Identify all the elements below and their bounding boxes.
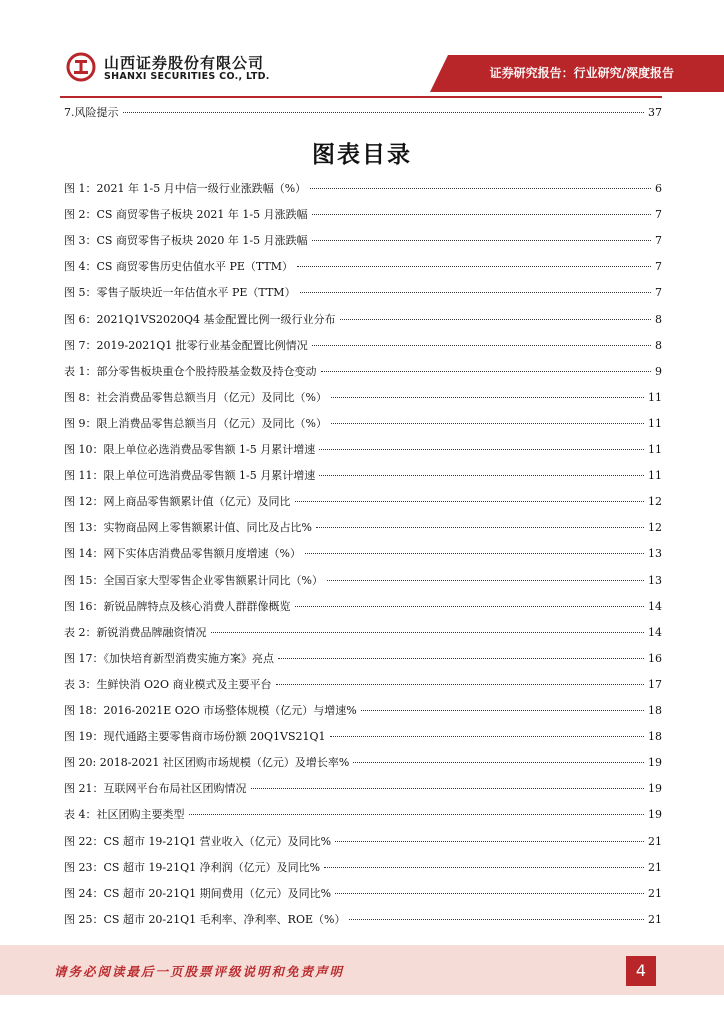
figure-item-label: 图 3：CS 商贸零售子板块 2020 年 1-5 月涨跌幅 <box>64 234 308 248</box>
figure-item-label: 图 1：2021 年 1-5 月中信一级行业涨跌幅（%） <box>64 182 307 195</box>
figure-item-label: 图 7：2019-2021Q1 批零行业基金配置比例情况 <box>64 338 308 352</box>
section-title: 图表目录 <box>312 141 412 168</box>
toc-leader-dots <box>312 213 651 215</box>
figure-item-page: 18 <box>648 704 662 717</box>
figure-list-item[interactable] <box>64 859 662 877</box>
figure-item-label: 表 2：新锐消费品牌融资情况 <box>64 625 207 639</box>
toc-leader-dots <box>310 187 651 189</box>
figure-item-page: 7 <box>655 260 662 274</box>
toc-leader-dots <box>305 552 644 554</box>
figure-list-item[interactable] <box>64 441 662 459</box>
toc-entry-page: 37 <box>648 106 662 119</box>
toc-leader-dots <box>319 474 644 476</box>
figure-list-item[interactable] <box>64 493 662 511</box>
figure-item-page: 18 <box>648 730 662 744</box>
figure-item-label: 图 25：CS 超市 20-21Q1 毛利率、净利率、ROE（%） <box>64 912 346 926</box>
toc-leader-dots <box>319 448 644 450</box>
figure-list-item[interactable] <box>64 545 662 563</box>
figure-item-page: 16 <box>648 651 662 665</box>
figure-item-label: 图 17：《加快培育新型消费实施方案》亮点 <box>64 651 274 665</box>
toc-leader-dots <box>123 111 645 113</box>
company-name-cn: 山西证券股份有限公司 <box>104 54 265 72</box>
figure-item-label: 图 9：限上消费品零售总额当月（亿元）及同比（%） <box>64 416 327 430</box>
figure-item-page: 12 <box>648 495 662 509</box>
figure-item-page: 13 <box>648 547 662 561</box>
figure-item-page: 7 <box>655 234 662 248</box>
figure-list-item[interactable] <box>64 885 662 903</box>
toc-leader-dots <box>295 500 645 502</box>
toc-leader-dots <box>340 318 652 320</box>
figure-list-item[interactable] <box>64 598 662 616</box>
figure-list-item[interactable] <box>64 702 662 720</box>
figure-item-label: 图 21：互联网平台布局社区团购情况 <box>64 782 247 796</box>
toc-leader-dots <box>312 344 651 346</box>
figure-item-label: 表 1：部分零售板块重仓个股持股基金数及持仓变动 <box>64 364 317 378</box>
toc-leader-dots <box>361 709 644 711</box>
figure-item-page: 8 <box>655 312 662 326</box>
figure-item-label: 图 6：2021Q1VS2020Q4 基金配置比例一级行业分布 <box>64 312 336 326</box>
figure-list-item[interactable] <box>64 728 662 746</box>
toc-leader-dots <box>353 761 644 763</box>
figure-list-item[interactable] <box>64 780 662 798</box>
toc-leader-dots <box>335 892 644 894</box>
toc-leader-dots <box>295 605 645 607</box>
figure-item-label: 图 22：CS 超市 19-21Q1 营业收入（亿元）及同比% <box>64 834 332 848</box>
figure-item-page: 19 <box>648 782 662 796</box>
figure-item-label: 表 4：社区团购主要类型 <box>64 808 185 822</box>
figure-item-label: 图 15：全国百家大型零售企业零售额累计同比（%） <box>64 573 323 587</box>
figure-item-page: 11 <box>648 469 662 483</box>
figure-list-item[interactable] <box>64 389 662 407</box>
toc-leader-dots <box>278 657 644 659</box>
figure-item-page: 13 <box>648 573 662 587</box>
figure-item-page: 21 <box>648 860 662 874</box>
toc-leader-dots <box>321 370 652 372</box>
figure-item-page: 6 <box>655 182 662 195</box>
figure-item-label: 图 16：新锐品牌特点及核心消费人群群像概览 <box>64 599 291 613</box>
page-header <box>0 0 724 100</box>
figure-item-page: 19 <box>648 756 662 770</box>
figure-list-item[interactable] <box>64 363 662 381</box>
company-name-en: SHANXI SECURITIES CO., LTD. <box>104 71 270 82</box>
toc-leader-dots <box>251 787 645 789</box>
figure-item-page: 17 <box>648 677 662 691</box>
figure-list-item[interactable] <box>64 676 662 694</box>
toc-leader-dots <box>300 291 651 293</box>
toc-leader-dots <box>297 265 651 267</box>
figure-item-page: 14 <box>648 625 662 639</box>
figure-item-page: 19 <box>648 808 662 822</box>
toc-leader-dots <box>327 579 644 581</box>
report-type-label: 证券研究报告：行业研究/深度报告 <box>489 66 674 80</box>
figure-item-label: 图 2：CS 商贸零售子板块 2021 年 1-5 月涨跌幅 <box>64 208 308 222</box>
figure-item-page: 12 <box>648 521 662 535</box>
figure-item-label: 图 19：现代通路主要零售商市场份额 20Q1VS21Q1 <box>64 730 326 744</box>
footer-disclaimer: 请务必阅读最后一页股票评级说明和免责声明 <box>54 964 345 979</box>
figure-list-item[interactable] <box>64 519 662 537</box>
figure-item-label: 图 24：CS 超市 20-21Q1 期间费用（亿元）及同比% <box>64 886 332 900</box>
figure-item-label: 图 8：社会消费品零售总额当月（亿元）及同比（%） <box>64 390 327 404</box>
figure-list-item[interactable] <box>64 806 662 824</box>
figure-list-item[interactable] <box>64 206 662 224</box>
figure-item-label: 图 12：网上商品零售额累计值（亿元）及同比 <box>64 495 291 509</box>
toc-leader-dots <box>211 631 645 633</box>
figure-list-item[interactable] <box>64 911 662 929</box>
toc-leader-dots <box>316 526 644 528</box>
figure-item-page: 11 <box>648 416 662 430</box>
shanxi-securities-logo-icon <box>66 52 96 82</box>
figure-item-page: 7 <box>655 208 662 222</box>
toc-entry-label: 7.风险提示 <box>64 106 119 119</box>
figure-list-item[interactable] <box>64 467 662 485</box>
figure-item-page: 7 <box>655 286 662 300</box>
figure-item-page: 11 <box>648 443 662 456</box>
toc-leader-dots <box>324 866 644 868</box>
toc-leader-dots <box>189 813 645 815</box>
figure-list-item[interactable] <box>64 415 662 433</box>
figure-item-label: 图 5：零售子版块近一年估值水平 PE（TTM） <box>64 286 296 300</box>
figure-item-label: 图 10：限上单位必选消费品零售额 1-5 月累计增速 <box>64 443 316 456</box>
toc-leader-dots <box>331 396 644 398</box>
toc-leader-dots <box>276 683 644 685</box>
figure-item-page: 21 <box>648 834 662 848</box>
figure-list-item[interactable] <box>64 833 662 851</box>
page-number: 4 <box>626 956 656 986</box>
header-rule <box>60 96 662 98</box>
toc-leader-dots <box>335 840 644 842</box>
figure-item-page: 21 <box>648 912 662 926</box>
figure-list-item[interactable] <box>64 232 662 250</box>
figure-item-label: 表 3：生鲜快消 O2O 商业模式及主要平台 <box>64 677 272 691</box>
figure-list-item[interactable] <box>64 650 662 668</box>
figure-item-label: 图 14：网下实体店消费品零售额月度增速（%） <box>64 547 301 561</box>
figure-item-label: 图 11：限上单位可选消费品零售额 1-5 月累计增速 <box>64 469 316 483</box>
figure-list-item[interactable] <box>64 624 662 642</box>
figure-item-label: 图 4：CS 商贸零售历史估值水平 PE（TTM） <box>64 260 294 274</box>
figure-list-item[interactable] <box>64 258 662 276</box>
figure-item-page: 9 <box>655 364 662 378</box>
figure-item-label: 图 13：实物商品网上零售额累计值、同比及占比% <box>64 521 312 535</box>
toc-leader-dots <box>331 422 644 424</box>
figure-item-page: 11 <box>648 390 662 404</box>
figure-list-item[interactable] <box>64 311 662 329</box>
toc-leader-dots <box>312 239 651 241</box>
figure-list-item[interactable] <box>64 754 662 772</box>
figure-list-item[interactable] <box>64 284 662 302</box>
figure-item-page: 21 <box>648 886 662 900</box>
figure-list-item[interactable] <box>64 180 662 198</box>
figure-item-label: 图 20: 2018-2021 社区团购市场规模（亿元）及增长率% <box>64 756 350 770</box>
toc-entry-risk[interactable] <box>64 104 662 122</box>
toc-leader-dots <box>330 735 645 737</box>
figure-list-item[interactable] <box>64 337 662 355</box>
figure-item-page: 14 <box>648 599 662 613</box>
figure-item-label: 图 18：2016-2021E O2O 市场整体规模（亿元）与增速% <box>64 704 357 717</box>
figure-item-label: 图 23：CS 超市 19-21Q1 净利润（亿元）及同比% <box>64 860 321 874</box>
figure-item-page: 8 <box>655 338 662 352</box>
header-banner <box>0 0 724 100</box>
toc-leader-dots <box>349 918 644 920</box>
figure-list-item[interactable] <box>64 572 662 590</box>
